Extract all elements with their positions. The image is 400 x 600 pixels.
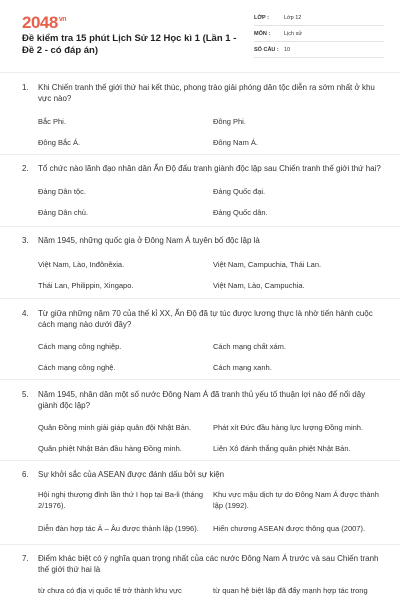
question-number: 2. <box>22 164 29 173</box>
question-text: Sự khởi sắc của ASEAN được đánh dấu bởi sự kiện <box>38 470 225 479</box>
meta-row-class: LỚP : Lớp 12 <box>254 12 384 26</box>
answer-option-c[interactable]: Đảng Dân chủ. <box>38 208 89 217</box>
question-number: 3. <box>22 236 29 245</box>
page-title: Đề kiểm tra 15 phút Lịch Sử 12 Học kì 1 (Lần 1 - Đề 2 - có đáp án) <box>22 33 237 56</box>
question-text: Điểm khác biệt có ý nghĩa quan trọng nhất của các nước Đông Nam Á trước và sau Chiến tranh thế giới thứ hai là <box>38 554 379 574</box>
answer-option-a[interactable]: Bắc Phi. <box>38 117 66 126</box>
page-header <box>0 0 400 68</box>
question-text: Từ giữa những năm 70 của thế kỉ XX, Ấn Độ đã tự túc được lương thực là nhờ tiến hành cuộc cách mạng nào dưới đây? <box>38 309 373 329</box>
answer-option-d[interactable]: Liên Xô đánh thắng quân phiệt Nhật Bản. <box>213 444 351 453</box>
answer-option-d[interactable]: Việt Nam, Lào, Campuchia. <box>213 281 305 290</box>
question-1 <box>0 73 400 155</box>
answer-option-c[interactable]: Diễn đàn hợp tác Á – Âu được thành lập (1996). <box>38 524 199 533</box>
answer-option-b[interactable]: từ quan hệ biệt lập đã đẩy mạnh hợp tác trong <box>213 586 368 595</box>
answer-option-a[interactable]: Cách mạng công nghiệp. <box>38 342 122 351</box>
meta-row-subject: MÔN : Lịch sử <box>254 28 384 42</box>
answer-option-b[interactable]: Đảng Quốc đại. <box>213 187 266 196</box>
site-logo[interactable]: $2048^{vn}$ <box>22 13 66 32</box>
meta-row-question-count: SỐ CÂU : 10 <box>254 44 384 58</box>
question-number: 6. <box>22 470 29 479</box>
question-text: Năm 1945, nhân dân một số nước Đông Nam Á đã tranh thủ yếu tố thuận lợi nào để nổi dậy giành độc lập? <box>38 390 366 410</box>
question-number: 1. <box>22 83 29 92</box>
answer-option-a[interactable]: Hội nghị thượng đỉnh lần thứ I họp tại Ba-li (tháng 2/1976). <box>38 490 204 510</box>
answer-option-c[interactable]: Cách mạng công nghệ. <box>38 363 116 372</box>
answer-option-c[interactable]: Đông Bắc Á. <box>38 138 81 147</box>
answer-option-a[interactable]: Việt Nam, Lào, Inđônêxia. <box>38 260 125 269</box>
answer-option-b[interactable]: Khu vực mậu dịch tự do Đông Nam Á được thành lập (1992). <box>213 490 379 510</box>
answer-option-c[interactable]: Quân phiệt Nhật Bản đầu hàng Đồng minh. <box>38 444 182 453</box>
answer-option-d[interactable]: Đảng Quốc dân. <box>213 208 268 217</box>
answer-option-d[interactable]: Đông Nam Á. <box>213 138 259 147</box>
question-7 <box>0 545 400 600</box>
answer-option-b[interactable]: Phát xít Đức đầu hàng lực lượng Đồng minh. <box>213 423 364 432</box>
answer-option-c[interactable]: Thái Lan, Philippin, Xingapo. <box>38 281 134 290</box>
question-6 <box>0 461 400 545</box>
question-list <box>0 73 400 600</box>
answer-option-b[interactable]: Việt Nam, Campuchia, Thái Lan. <box>213 260 322 269</box>
exam-meta <box>254 12 384 60</box>
question-3 <box>0 227 400 299</box>
question-4 <box>0 299 400 380</box>
question-2 <box>0 155 400 227</box>
answer-option-a[interactable]: từ chưa có địa vị quốc tế trở thành khu vực <box>38 586 182 595</box>
question-number: 5. <box>22 390 29 399</box>
answer-option-a[interactable]: Đảng Dân tộc. <box>38 187 86 196</box>
question-number: 4. <box>22 309 29 318</box>
answer-option-b[interactable]: Cách mạng chất xám. <box>213 342 286 351</box>
question-text: Khi Chiến tranh thế giới thứ hai kết thúc, phong trào giải phóng dân tộc diễn ra sớm nhất ở khu vực nào? <box>38 83 375 103</box>
question-text: Năm 1945, những quốc gia ở Đông Nam Á tuyên bố độc lập là <box>38 236 260 245</box>
answer-option-d[interactable]: Hiến chương ASEAN được thông qua (2007). <box>213 524 366 533</box>
question-5 <box>0 380 400 461</box>
question-number: 7. <box>22 554 29 563</box>
answer-option-b[interactable]: Đông Phi. <box>213 117 246 126</box>
answer-option-d[interactable]: Cách mạng xanh. <box>213 363 272 372</box>
answer-option-a[interactable]: Quân Đồng minh giải giáp quân đội Nhật Bản. <box>38 423 192 432</box>
question-text: Tổ chức nào lãnh đạo nhân dân Ấn Độ đấu tranh giành độc lập sau Chiến tranh thế giới thứ hai? <box>38 164 381 173</box>
